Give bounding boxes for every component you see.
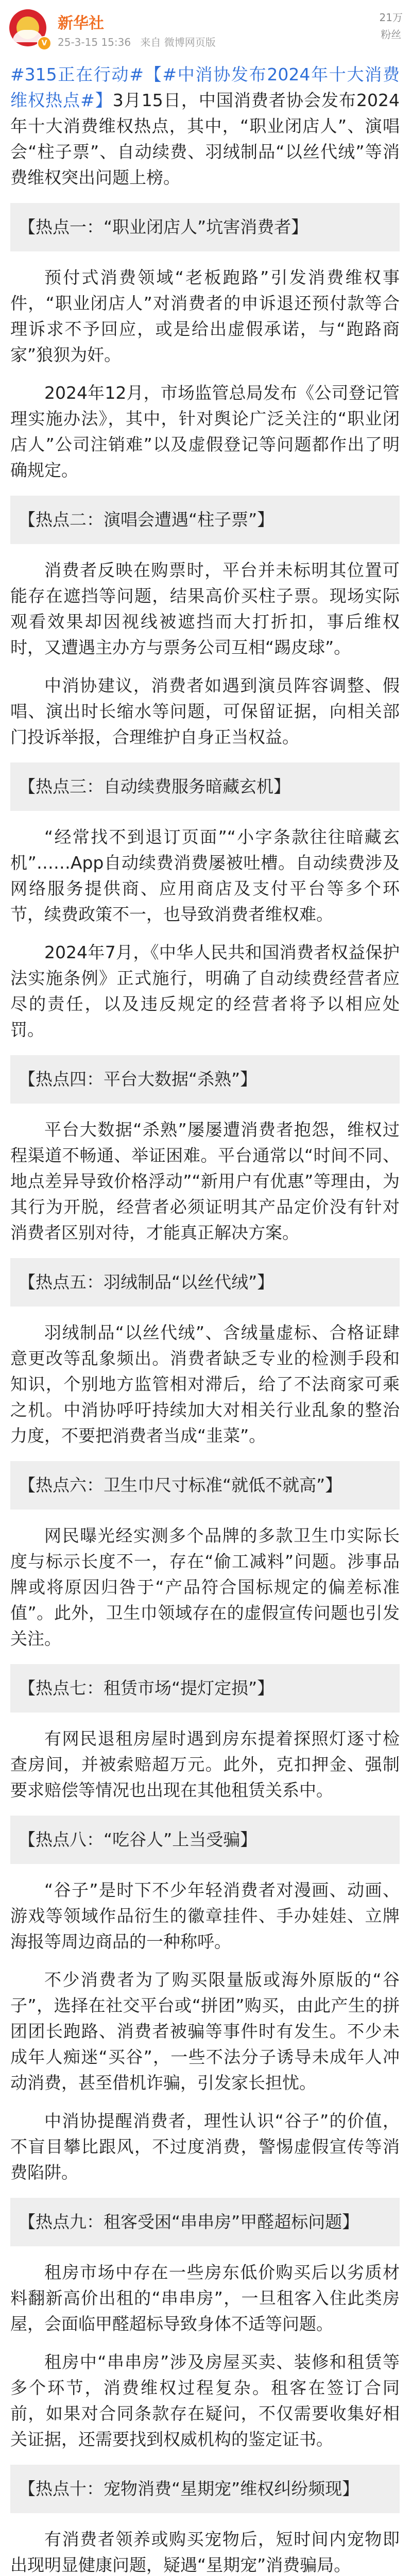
post-time: 25-3-15 15:36: [58, 36, 131, 48]
hotspot-paragraph: 租房市场中存在一些房东低价购买后以劣质材料翻新高价出租的“串串房”，一旦租客入住此类房屋，会面临甲醛超标导致身体不适等问题。: [10, 2262, 400, 2334]
hotspot-heading-6: 【热点六：卫生巾尺寸标准“就低不就高”】: [10, 1461, 400, 1510]
hotspot-paragraph: “谷子”是时下不少年轻消费者对漫画、动画、游戏等领域作品衍生的徽章挂件、手办娃娃、立牌海报等周边商品的一种称呼。: [10, 1880, 400, 1952]
post-header: [0, 0, 412, 72]
hotspot-heading-4: 【热点四：平台大数据“杀熟”】: [10, 1055, 400, 1104]
post-content: [10, 62, 400, 2576]
hotspot-heading-7: 【热点七：租赁市场“提灯定损”】: [10, 1664, 400, 1713]
hotspot-paragraph: 网民曝光经实测多个品牌的多款卫生巾实际长度与标示长度不一，存在“偷工减料”问题。涉事品牌或将原因归咎于“产品符合国标规定的偏差标准值”。此外，卫生巾领域存在的虚假宣传问题也引发关注。: [10, 1526, 400, 1649]
hotspot-heading-3: 【热点三：自动续费服务暗藏玄机】: [10, 762, 400, 811]
hotspot-paragraph: 不少消费者为了购买限量版或海外原版的“谷子”，选择在社交平台或“拼团”购买，由此产生的拼团团长跑路、消费者被骗等事件时有发生。不少未成年人痴迷“买谷”，一些不法分子诱导未成年人冲动消费，甚至借机诈骗，引发家长担忧。: [10, 1970, 400, 2093]
hotspot-paragraph: 有网民退租房屋时遇到房东提着探照灯逐寸检查房间，并被索赔超万元。此外，克扣押金、强制要求赔偿等情况也出现在其他租赁关系中。: [10, 1728, 400, 1800]
hotspot-heading-9: 【热点九：租客受困“串串房”甲醛超标问题】: [10, 2198, 400, 2246]
hotspot-paragraph: “经常找不到退订页面”“小字条款往往暗藏玄机”……App自动续费消费屡被吐槽。自动续费涉及网络服务提供商、应用商店及支付平台等多个环节，续费政策不一，也导致消费者维权难。: [10, 827, 400, 924]
hotspot-paragraph: 消费者反映在购票时，平台并未标明其位置可能存在遮挡等问题，结果高价买柱子票。现场实际观看效果却因视线被遮挡而大打折扣，事后维权时，又遭遇主办方与票务公司互相“踢皮球”。: [10, 560, 400, 657]
hotspot-paragraph: 羽绒制品“以丝代绒”、含绒量虚标、合格证肆意更改等乱象频出。消费者缺乏专业的检测手段和知识，个别地方监管相对滞后，给了不法商家可乘之机。中消协呼吁持续加大对相关行业乱象的整治力度，不要把消费者当成“韭菜”。: [10, 1323, 400, 1446]
hotspot-heading-5: 【热点五：羽绒制品“以丝代绒”】: [10, 1258, 400, 1307]
fans-label: 粉丝: [381, 28, 402, 41]
post-source: 来自 微博网页版: [140, 36, 216, 48]
hotspot-heading-1: 【热点一：“职业闭店人”坑害消费者】: [10, 203, 400, 251]
post-meta: [58, 34, 222, 49]
hotspot-heading-2: 【热点二：演唱会遭遇“柱子票”】: [10, 496, 400, 544]
intro-paragraph: [10, 62, 400, 191]
hotspot-paragraph: 2024年12月，市场监管总局发布《公司登记管理实施办法》，其中，针对舆论广泛关注的“职业闭店人”公司注销难”以及虚假登记等问题都作出了明确规定。: [10, 383, 400, 480]
fans-count[interactable]: [380, 9, 403, 41]
verified-badge-icon: V: [37, 36, 52, 50]
hotspot-paragraph: 预付式消费领域“老板跑路”引发消费维权事件，“职业闭店人”对消费者的申诉退还预付款等合理诉求不予回应，或是给出虚假承诺，与“跑路商家”狼狈为奸。: [10, 267, 400, 365]
hotspot-paragraph: 平台大数据“杀熟”屡屡遭消费者抱怨，维权过程渠道不畅通、举证困难。平台通常以“时间不同、地点差异导致价格浮动”“新用户有优惠”等理由，为其行为开脱，经营者必须证明其产品定价没有针对消费者区别对待，才能真正解决方案。: [10, 1120, 400, 1243]
intro-text: 3月15日，中国消费者协会发布2024年十大消费维权热点，其中，“职业闭店人”、演唱会“柱子票”、自动续费、羽绒制品“以丝代绒”等消费维权突出问题上榜。: [10, 90, 400, 188]
hotspot-paragraph: 中消协提醒消费者，理性认识“谷子”的价值，不盲目攀比跟风，不过度消费，警惕虚假宣传等消费陷阱。: [10, 2111, 400, 2182]
hotspot-paragraph: 有消费者领养或购买宠物后，短时间内宠物即出现明显健康问题，疑遇“星期宠”消费骗局。: [10, 2529, 400, 2575]
fans-number: 21万: [379, 11, 403, 24]
hotspot-heading-10: 【热点十：宠物消费“星期宠”维权纠纷频现】: [10, 2465, 400, 2513]
hotspot-heading-8: 【热点八：“吃谷人”上当受骗】: [10, 1816, 400, 1864]
topic-hashtag[interactable]: #315正在行动#: [10, 64, 144, 84]
hotspot-paragraph: 中消协建议，消费者如遇到演员阵容调整、假唱、演出时长缩水等问题，可保留证据，向相关部门投诉举报，合理维护自身正当权益。: [10, 675, 400, 747]
topic-title-link[interactable]: 【#中消协发布2024年十大消费维权热点#】: [10, 64, 400, 110]
author-name[interactable]: 新华社: [58, 14, 104, 32]
hotspot-paragraph: 租房中“串串房”涉及房屋买卖、装修和租赁等多个环节，消费维权过程复杂。租客在签订合同前，如果对合同条款存在疑问，不仅需要收集好相关证据，还需要找到权威机构的鉴定证书。: [10, 2352, 400, 2449]
hotspot-paragraph: 2024年7月，《中华人民共和国消费者权益保护法实施条例》正式施行，明确了自动续费经营者应尽的责任，以及违反规定的经营者将予以相应处罚。: [10, 942, 400, 1040]
